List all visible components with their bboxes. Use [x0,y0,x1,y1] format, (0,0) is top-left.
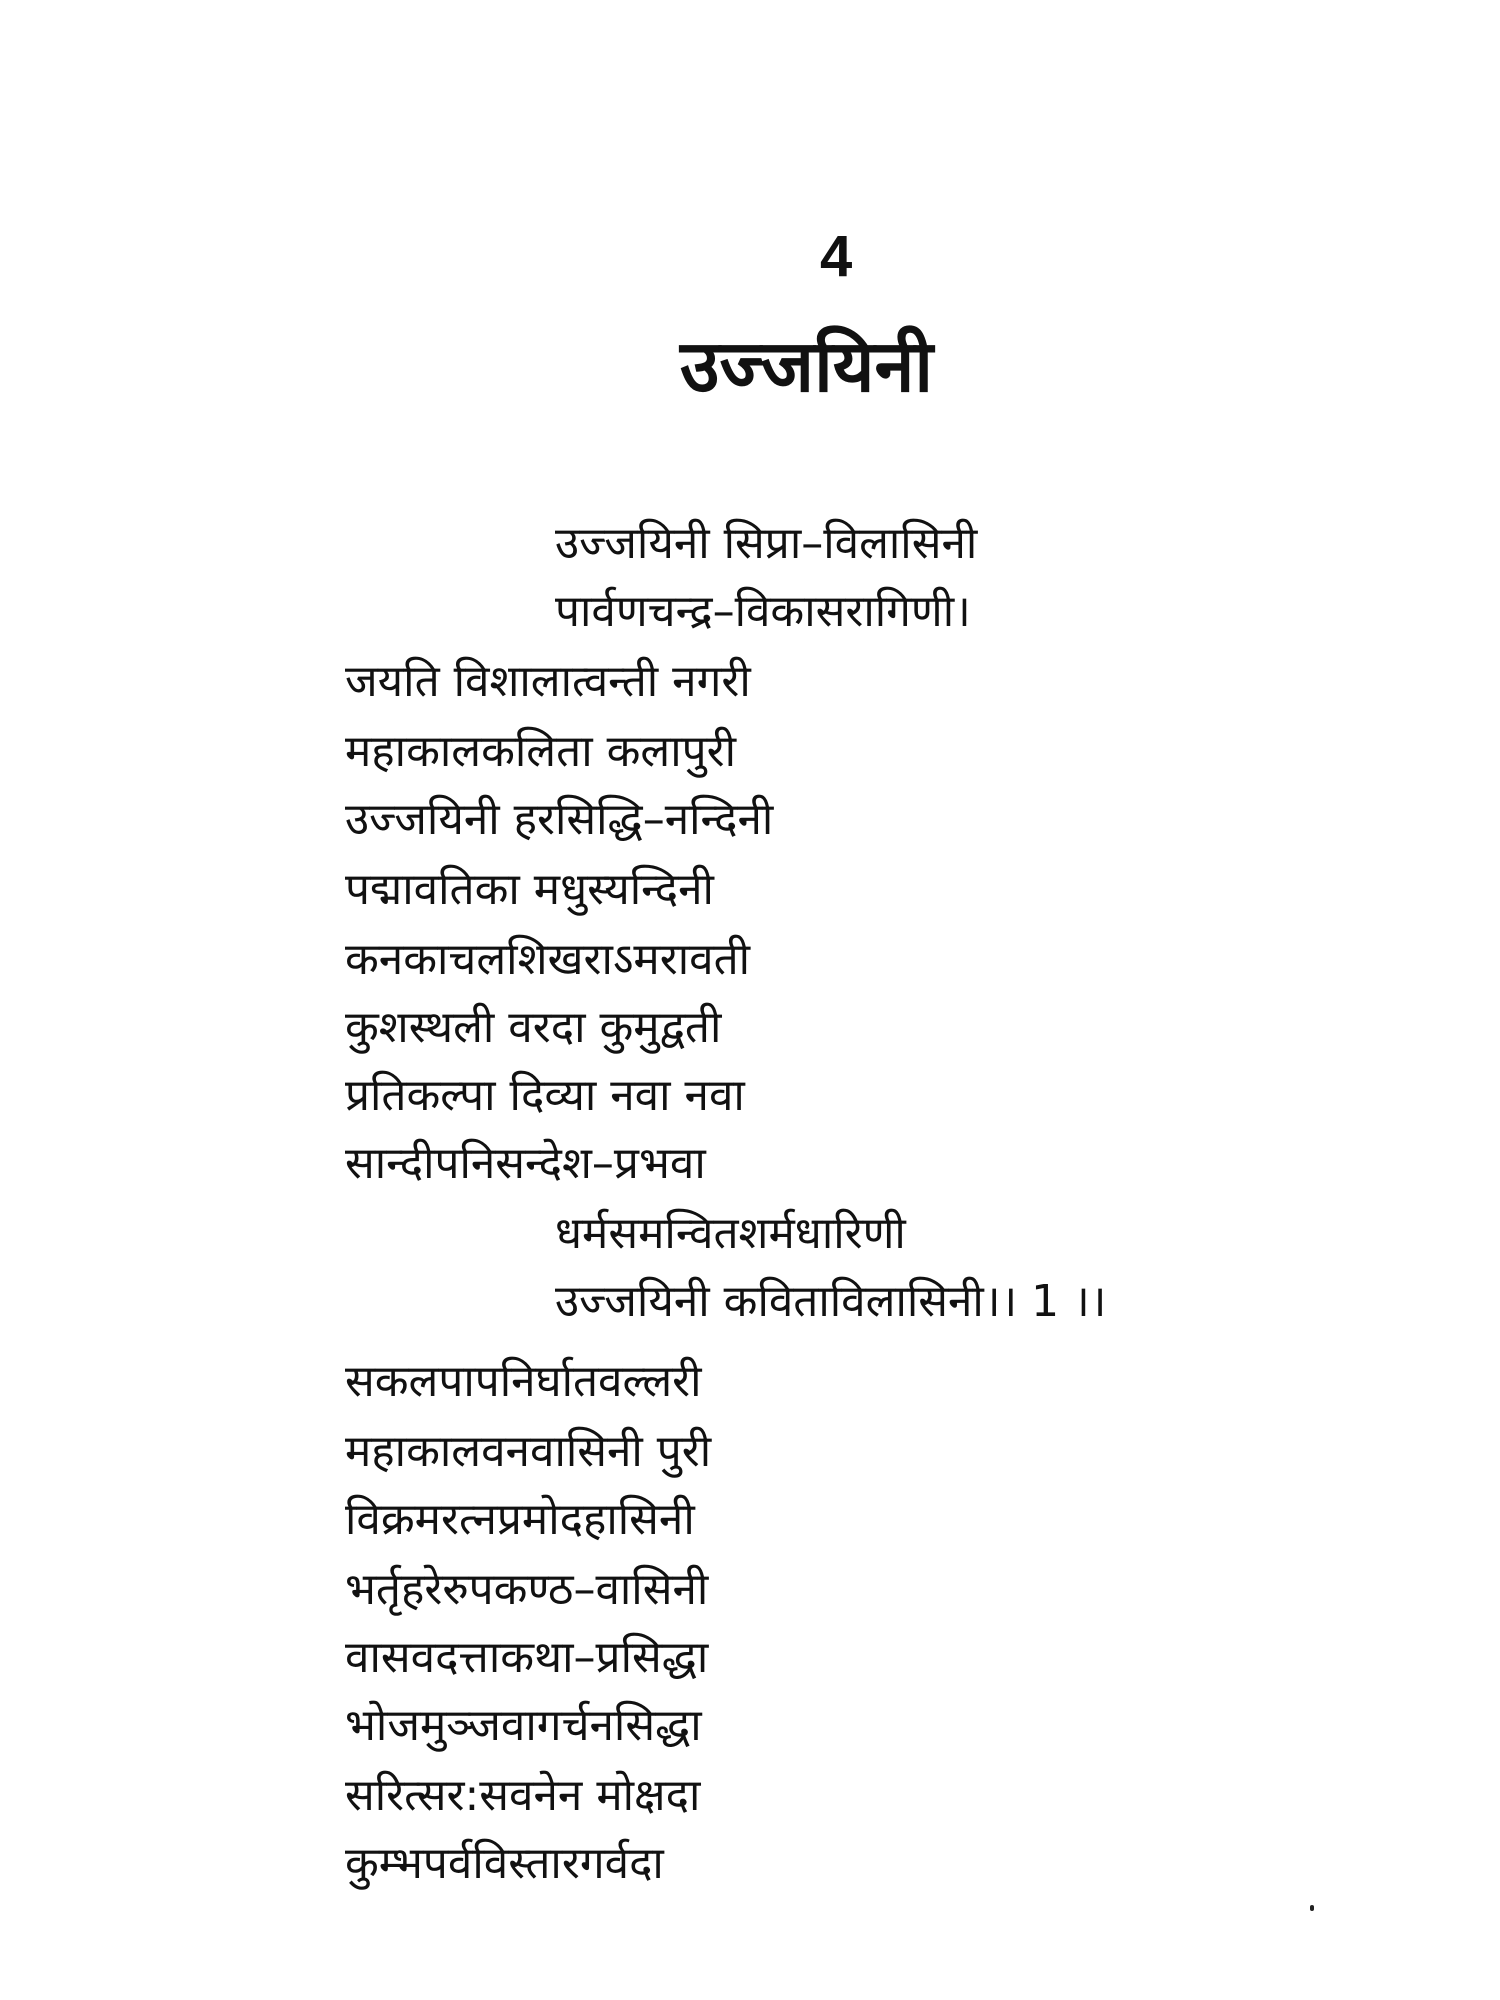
verse-line: महाकालवनवासिनी पुरी [345,1426,712,1477]
verse-line: उज्जयिनी कविताविलासिनी।। 1 ।। [555,1276,1107,1327]
verse-line: भोजमुञ्जवागर्चनसिद्धा [345,1700,702,1751]
chapter-title: उज्जयिनी [680,324,934,408]
chapter-number: 4 [820,224,853,289]
verse-line: सरित्सर:सवनेन मोक्षदा [345,1770,701,1821]
verse-line: सकलपापनिर्घातवल्लरी [345,1356,702,1407]
scan-speck [1310,1905,1314,1911]
verse-line: भर्तृहरेरुपकण्ठ–वासिनी [345,1564,709,1615]
verse-line: विक्रमरत्नप्रमोदहासिनी [345,1494,695,1545]
verse-line: उज्जयिनी हरसिद्धि–नन्दिनी [345,794,774,845]
verse-line: जयति विशालात्वन्ती नगरी [345,656,751,707]
verse-line: महाकालकलिता कलापुरी [345,726,736,777]
verse-line: कनकाचलशिखराऽमरावती [345,934,751,985]
verse-line: सान्दीपनिसन्देश–प्रभवा [345,1138,706,1189]
verse-line: कुशस्थली वरदा कुमुद्वती [345,1002,722,1053]
verse-line: धर्मसमन्वितशर्मधारिणी [555,1208,906,1259]
verse-line: प्रतिकल्पा दिव्या नवा नवा [345,1070,745,1121]
verse-line: वासवदत्ताकथा–प्रसिद्धा [345,1632,709,1683]
verse-line: कुम्भपर्वविस्तारगर्वदा [345,1838,664,1889]
verse-line: पार्वणचन्द्र–विकासरागिणी। [555,586,971,637]
verse-line: पद्मावतिका मधुस्यन्दिनी [345,864,714,915]
verse-line: उज्जयिनी सिप्रा–विलासिनी [555,518,978,569]
